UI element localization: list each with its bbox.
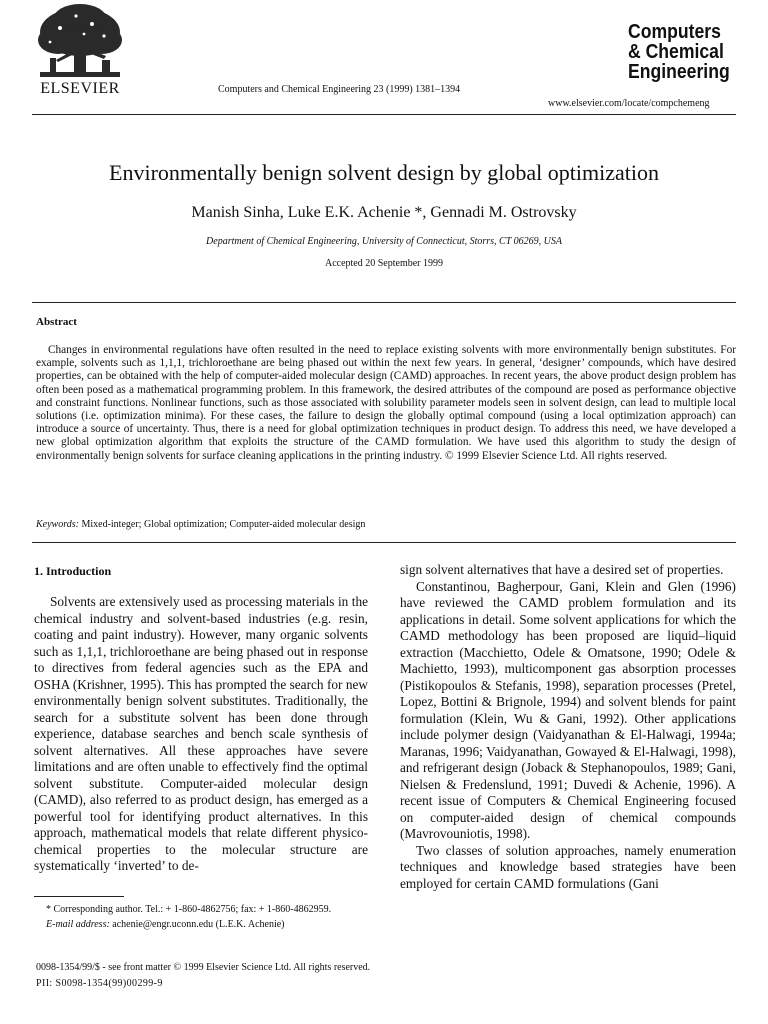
journal-url-link[interactable]: www.elsevier.com/locate/compchemeng: [548, 98, 710, 109]
abstract-divider-bottom: [32, 542, 736, 543]
footer-issn: 0098-1354/99/$ - see front matter © 1999 Elsevier Science Ltd. All rights reserved.: [36, 962, 371, 973]
body-paragraph: sign solvent alternatives that have a desired set of properties.: [400, 562, 724, 577]
journal-title-line: Computers: [628, 21, 721, 43]
keywords-list: Mixed-integer; Global optimization; Computer-aided molecular design: [78, 519, 366, 530]
journal-title: [628, 22, 730, 82]
abstract-divider-top: [32, 302, 736, 303]
journal-title-line: & Chemical: [628, 41, 724, 63]
body-paragraph: Constantinou, Bagherpour, Gani, Klein and Glen (1996) have reviewed the CAMD problem formulation and its applications in detail. Some solvent applications for which the CAMD methodology has been proposed are liquid–liquid extraction (Macchietto, Odele & Omatsone, 1990; Odele & Machietto, 1993), multicomponent gas absorption processes (Pistikopoulos & Stefanis, 1998), separation processes (Pretel, Lopez, Bottini & Brignole, 1994) and solvent blends for paint formulation (Klein, Wu & Gani, 1992). Other applications include polymer design (Vaidyanathan & El-Halwagi, 1994a; Maranas, 1996; Vaidyanathan, Gowayed & El-Halwagi, 1998), and refrigerant design (Joback & Stephanopoulos, 1989; Gani, Nielsen & Fredenslund, 1991; Duvedi & Achenie, 1996). A recent issue of Computers & Chemical Engineering focused on computer-aided design of chemical compounds (Mavrovouniotis, 1998).: [400, 578, 736, 841]
abstract-heading: Abstract: [36, 316, 77, 328]
paper-title: Environmentally benign solvent design by global optimization: [109, 160, 659, 185]
footer-pii: PII: S0098-1354(99)00299-9: [36, 978, 163, 989]
footnote: [34, 902, 368, 932]
body-paragraph: Solvents are extensively used as processing materials in the chemical industry and solvent-based industries (e.g. resin, coating and paint industry). However, many organic solvents such as 1,1,1, trichloroethane are being phased out in response to directives from federal agencies such as the EPA and OSHA (Krishner, 1995). This has prompted the search for new environmentally benign solvent substitutes. Traditionally, the search for a substitute solvent has been done through experience, database searches and bench scale synthesis of solvent alternatives. All these approaches have severe limitations and are often unable to effectively find the optimal solvent substitute. Computer-aided molecular design (CAMD), also referred to as product design, has emerged as a powerful tool for identifying product alternatives. In this approach, mathematical models that relate different physico-chemical properties to the molecular structure are systematically ‘inverted’ to de-: [34, 594, 368, 873]
email-link[interactable]: achenie@engr.uconn.edu (L.E.K. Achenie): [109, 919, 285, 930]
email-label: E-mail address:: [46, 919, 110, 930]
header-divider: [32, 114, 736, 115]
publisher-name: ELSEVIER: [40, 80, 120, 97]
journal-reference: Computers and Chemical Engineering 23 (1999) 1381–1394: [218, 84, 461, 95]
author-list: Manish Sinha, Luke E.K. Achenie *, Gennadi M. Ostrovsky: [191, 204, 577, 221]
left-column: [34, 594, 368, 875]
corresponding-author-note: * Corresponding author. Tel.: + 1-860-4862756; fax: + 1-860-4862959.: [46, 904, 332, 915]
affiliation: Department of Chemical Engineering, University of Connecticut, Storrs, CT 06269, USA: [206, 236, 562, 247]
body-paragraph: Two classes of solution approaches, namely enumeration techniques and knowledge based strategies have been employed for certain CAMD formulations (Gani: [400, 842, 736, 891]
keywords: [36, 519, 365, 530]
keywords-label: Keywords:: [36, 519, 79, 530]
section-heading: 1. Introduction: [34, 564, 112, 578]
abstract-body: Changes in environmental regulations have often resulted in the need to replace existing solvents with more environmentally benign substitutes. For example, solvents such as 1,1,1, trichloroethane are being phased out within the next few years. In general, ‘designer’ compounds, which have desired properties, can be obtained with the help of computer-aided molecular design (CAMD) approaches. In recent years, the above product design problem has often been posed as a mathematical programming problem. In this framework, the desired attributes of the compound are posed as performance objective and constraint functions. Nonlinear functions, such as those associated with solubility parameter models seen in solvent design, can lead to multiple local solutions (i.e. optimization minima). For these cases, the failure to design the globally optimal compound (using a local optimization approach) can introduce a source of uncertainty. Thus, there is a need for global optimization techniques in product design. To address this need, we have developed a new global optimization algorithm that exploits the structure of the CAMD formulation. We have used this algorithm to study the design of environmentally benign solvents for surface cleaning applications in the printing industry. © 1999 Elsevier Science Ltd. All rights reserved.: [36, 344, 736, 462]
right-column: [400, 562, 736, 892]
email-note: [34, 917, 368, 932]
footnote-divider: [34, 896, 124, 897]
accepted-date: Accepted 20 September 1999: [324, 258, 444, 269]
journal-title-line: Engineering: [628, 61, 730, 83]
